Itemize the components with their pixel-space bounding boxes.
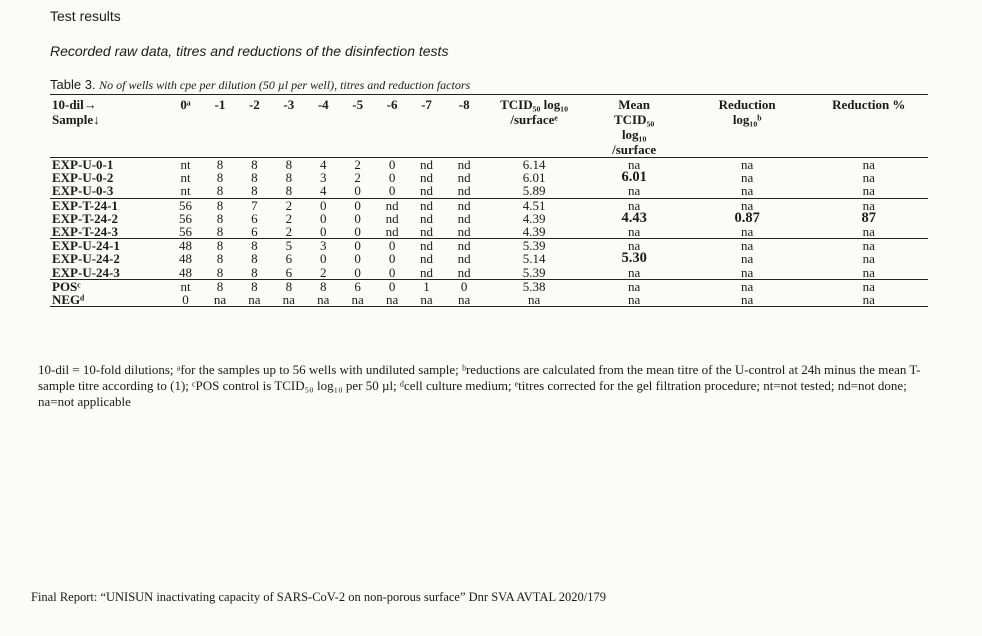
mean-tcid50-cell: na <box>628 184 641 199</box>
header-dilution: -1 <box>214 97 226 112</box>
table-header-row <box>50 95 928 158</box>
dilution-cell: 0 <box>354 265 361 280</box>
sample-name-cell: EXP-T-24-1 <box>50 198 168 212</box>
dilution-cell: nt <box>168 158 202 172</box>
dilution-cell: 8 <box>272 158 306 172</box>
header-dilution: 0ᵃ <box>180 97 191 112</box>
dilution-cell: nd <box>385 211 399 226</box>
header-dilution: -2 <box>248 97 260 112</box>
header-dilution: -3 <box>283 97 295 112</box>
dilution-cell: nt <box>180 171 191 185</box>
table-row <box>50 266 928 280</box>
header-dilution: -4 <box>317 97 329 112</box>
tcid50-cell: 5.89 <box>522 184 546 199</box>
mean-tcid50-cell: 4.43 <box>621 211 647 226</box>
dilution-cell: nd <box>375 198 409 212</box>
dilution-cell: 8 <box>272 279 306 293</box>
dilution-cell: 0 <box>375 279 409 293</box>
tcid50-cell: 4.51 <box>485 198 584 212</box>
reduction-percent-cell: na <box>862 265 875 280</box>
dilution-cell: 6 <box>251 225 258 239</box>
reduction-log-cell: na <box>740 225 754 239</box>
dilution-cell: nd <box>444 239 485 253</box>
dilution-cell: 8 <box>237 239 271 253</box>
dilution-cell: 4 <box>306 158 340 172</box>
reduction-log-cell: na <box>740 265 754 280</box>
mean-tcid50-cell: na <box>584 279 685 293</box>
dilution-cell: 8 <box>285 171 293 185</box>
reduction-percent-cell: na <box>862 225 875 239</box>
dilution-cell: 4 <box>319 184 327 199</box>
dilution-cell: 8 <box>251 265 258 280</box>
mean-tcid50-cell: na <box>628 293 641 307</box>
tcid50-cell: 5.38 <box>485 279 584 293</box>
reduction-percent-cell: na <box>810 239 928 253</box>
dilution-cell: 8 <box>306 279 340 293</box>
final-report-footer: Final Report: “UNISUN inactivating capacity of SARS-CoV-2 on non-porous surface” Dnr SVA AVTAL 2020/179 <box>31 590 606 604</box>
dilution-cell: nd <box>385 225 399 239</box>
table-caption <box>50 77 470 93</box>
header-mean-tcid50 <box>584 95 685 158</box>
table-row <box>50 198 928 212</box>
section-title: Test results <box>50 8 121 24</box>
dilution-cell: nd <box>420 211 433 226</box>
table-row <box>50 239 928 253</box>
header-dil-label: 10-dil→ <box>52 97 97 112</box>
reduction-log-cell: 0.87 <box>734 211 760 226</box>
header-reduction-log-line1: Reduction <box>718 97 776 112</box>
dilution-cell: 5 <box>272 239 306 253</box>
dilution-cell: nd <box>457 211 471 226</box>
dilution-cell: nd <box>457 265 471 280</box>
dilution-cell: 8 <box>216 211 224 226</box>
dilution-cell: 0 <box>319 211 327 226</box>
dilution-cell: 0 <box>306 198 340 212</box>
sample-name-cell: EXP-T-24-2 <box>52 211 118 226</box>
dilution-cell: nd <box>457 252 471 266</box>
mean-tcid50-cell: na <box>584 158 685 172</box>
dilution-cell: 0 <box>375 239 409 253</box>
reduction-log-cell: na <box>740 171 754 185</box>
table-row <box>50 252 928 265</box>
dilution-cell: nd <box>420 184 433 199</box>
reduction-percent-cell: na <box>810 198 928 212</box>
reduction-percent-cell: 87 <box>861 211 877 226</box>
sample-name-cell: EXP-U-0-1 <box>50 158 168 172</box>
reduction-percent-cell: na <box>810 279 928 293</box>
table-caption-label: Table 3. <box>50 77 96 92</box>
dilution-cell: 0 <box>354 252 361 266</box>
tcid50-cell: na <box>527 293 541 307</box>
dilution-cell: 0 <box>375 158 409 172</box>
table-row <box>50 293 928 307</box>
header-dilution: -8 <box>458 97 470 112</box>
dilution-cell: 8 <box>203 158 237 172</box>
reduction-log-cell: na <box>740 293 754 307</box>
dilution-cell: nd <box>457 171 471 185</box>
header-dilution: -7 <box>421 97 432 112</box>
dilution-cell: 2 <box>285 211 293 226</box>
dilution-cell: na <box>317 293 330 307</box>
dilution-cell: 3 <box>306 239 340 253</box>
header-mean-line4: /surface <box>612 142 657 157</box>
dilution-cell: 1 <box>409 279 443 293</box>
mean-tcid50-cell: na <box>628 225 641 239</box>
dilution-cell: 0 <box>444 279 485 293</box>
header-tcid50 <box>485 95 584 158</box>
dilution-cell: 0 <box>388 252 396 266</box>
reduction-percent-cell: na <box>862 293 875 307</box>
dilution-cell: na <box>420 293 433 307</box>
header-reduction-log <box>685 95 810 158</box>
reduction-percent-cell: na <box>810 158 928 172</box>
dilution-cell: nd <box>420 171 433 185</box>
dilution-cell: 3 <box>319 171 327 185</box>
table-row <box>50 225 928 239</box>
results-table <box>50 94 928 307</box>
dilution-cell: 2 <box>319 265 327 280</box>
dilution-cell: 0 <box>319 252 327 266</box>
dilution-cell: na <box>351 293 364 307</box>
dilution-cell: 48 <box>168 239 202 253</box>
dilution-cell: 56 <box>168 198 202 212</box>
table-row <box>50 279 928 293</box>
header-tcid50-line1: TCID₅₀ log₁₀ <box>500 97 569 112</box>
dilution-cell: na <box>385 293 399 307</box>
dilution-cell: na <box>282 293 295 307</box>
dilution-cell: 56 <box>179 211 193 226</box>
reduction-percent-cell: na <box>862 252 875 266</box>
dilution-cell: nd <box>409 198 443 212</box>
mean-tcid50-cell: na <box>584 198 685 212</box>
tcid50-cell: 5.14 <box>522 252 546 266</box>
dilution-cell: 8 <box>203 279 237 293</box>
dilution-cell: 0 <box>354 184 361 199</box>
dilution-cell: 0 <box>354 211 361 226</box>
table-row <box>50 184 928 198</box>
tcid50-cell: 5.39 <box>522 265 546 280</box>
dilution-cell: nd <box>409 158 443 172</box>
dilution-cell: 6 <box>251 211 258 226</box>
dilution-cell: 0 <box>354 225 361 239</box>
sample-name-cell: NEGᵈ <box>52 293 85 307</box>
dilution-cell: 8 <box>216 252 224 266</box>
dilution-cell: 0 <box>340 198 374 212</box>
table-footnote: 10-dil = 10-fold dilutions; ᵃfor the samples up to 56 wells with undiluted sample; ᵇreductions are calculated from the mean titre of the U-control at 24h minus the mean T-sample titre according to (1); ᶜPOS control is TCID₅₀ log₁₀ per 50 µl; ᵈcell culture medium; ᵉtitres corrected for the gel filtration procedure; nt=not tested; nd=not done; na=not applicable <box>38 362 921 409</box>
dilution-cell: 0 <box>182 293 189 307</box>
section-subtitle: Recorded raw data, titres and reductions of the disinfection tests <box>50 43 449 59</box>
sample-name-cell: EXP-T-24-3 <box>52 225 118 239</box>
dilution-cell: nd <box>457 225 471 239</box>
dilution-cell: nd <box>409 239 443 253</box>
dilution-cell: 48 <box>179 265 193 280</box>
dilution-cell: 6 <box>285 252 293 266</box>
dilution-cell: nt <box>180 184 191 199</box>
dilution-cell: 8 <box>216 225 224 239</box>
reduction-log-cell: na <box>740 184 754 199</box>
header-mean-line1: Mean <box>618 97 651 112</box>
dilution-cell: 0 <box>388 171 396 185</box>
table-row <box>50 212 928 225</box>
dilution-cell: 48 <box>179 252 193 266</box>
tcid50-cell: 6.01 <box>522 171 546 185</box>
dilution-cell: 8 <box>203 239 237 253</box>
table-row <box>50 171 928 184</box>
dilution-cell: 8 <box>216 265 224 280</box>
dilution-cell: 7 <box>237 198 271 212</box>
dilution-cell: 6 <box>340 279 374 293</box>
dilution-cell: 2 <box>354 171 361 185</box>
table-row <box>50 158 928 172</box>
dilution-cell: 0 <box>388 184 396 199</box>
mean-tcid50-cell: 6.01 <box>621 171 647 185</box>
table-body <box>50 158 928 307</box>
dilution-cell: nd <box>457 184 471 199</box>
header-mean-line3: log₁₀ <box>621 127 647 142</box>
dilution-cell: 2 <box>285 225 293 239</box>
dilution-cell: na <box>213 293 227 307</box>
tcid50-cell: 5.39 <box>485 239 584 253</box>
dilution-cell: 8 <box>251 171 258 185</box>
reduction-log-cell: na <box>685 198 810 212</box>
dilution-cell: 2 <box>340 158 374 172</box>
mean-tcid50-cell: 5.30 <box>621 252 647 266</box>
dilution-cell: 56 <box>179 225 193 239</box>
sample-name-cell: EXP-U-0-2 <box>52 171 114 185</box>
sample-name-cell: EXP-U-24-3 <box>52 265 120 280</box>
dilution-cell: 2 <box>272 198 306 212</box>
dilution-cell: na <box>458 293 471 307</box>
dilution-cell: 8 <box>251 252 258 266</box>
dilution-cell: 8 <box>203 198 237 212</box>
header-reduction-percent: Reduction % <box>832 97 906 112</box>
sample-name-cell: EXP-U-0-3 <box>52 184 114 199</box>
dilution-cell: 8 <box>237 158 271 172</box>
header-dilution: -5 <box>352 97 364 112</box>
sample-name-cell: EXP-U-24-1 <box>50 239 168 253</box>
tcid50-cell: 4.39 <box>522 211 546 226</box>
dilution-cell: 0 <box>319 225 327 239</box>
reduction-percent-cell: na <box>862 184 875 199</box>
header-dilution: -6 <box>386 97 398 112</box>
mean-tcid50-cell: na <box>628 265 641 280</box>
reduction-log-cell: na <box>740 252 754 266</box>
dilution-cell: nd <box>420 252 433 266</box>
dilution-cell: nd <box>444 158 485 172</box>
dilution-cell: 8 <box>285 184 293 199</box>
dilution-cell: 8 <box>216 184 224 199</box>
dilution-cell: na <box>248 293 261 307</box>
dilution-cell: nt <box>168 279 202 293</box>
header-sample-label: Sample↓ <box>52 112 100 127</box>
header-mean-line2: TCID₅₀ <box>613 112 655 127</box>
reduction-percent-cell: na <box>862 171 875 185</box>
dilution-cell: 8 <box>216 171 224 185</box>
tcid50-cell: 6.14 <box>485 158 584 172</box>
header-reduction-log-line2: log₁₀ᵇ <box>732 112 762 127</box>
dilution-cell: 0 <box>340 239 374 253</box>
dilution-cell: nd <box>420 265 433 280</box>
sample-name-cell: POSᶜ <box>50 279 168 293</box>
table-caption-description: No of wells with cpe per dilution (50 µl per well), titres and reduction factors <box>99 78 471 92</box>
dilution-cell: 8 <box>251 184 258 199</box>
tcid50-cell: 4.39 <box>522 225 546 239</box>
dilution-cell: 8 <box>237 279 271 293</box>
reduction-log-cell: na <box>685 158 810 172</box>
dilution-cell: 0 <box>388 265 396 280</box>
reduction-log-cell: na <box>685 239 810 253</box>
dilution-cell: nd <box>420 225 433 239</box>
dilution-cell: 6 <box>285 265 293 280</box>
sample-name-cell: EXP-U-24-2 <box>52 252 120 266</box>
header-tcid50-line2: /surfaceᵉ <box>510 112 558 127</box>
mean-tcid50-cell: na <box>584 239 685 253</box>
header-dilution-sample <box>50 95 168 158</box>
dilution-cell: nd <box>444 198 485 212</box>
reduction-log-cell: na <box>685 279 810 293</box>
